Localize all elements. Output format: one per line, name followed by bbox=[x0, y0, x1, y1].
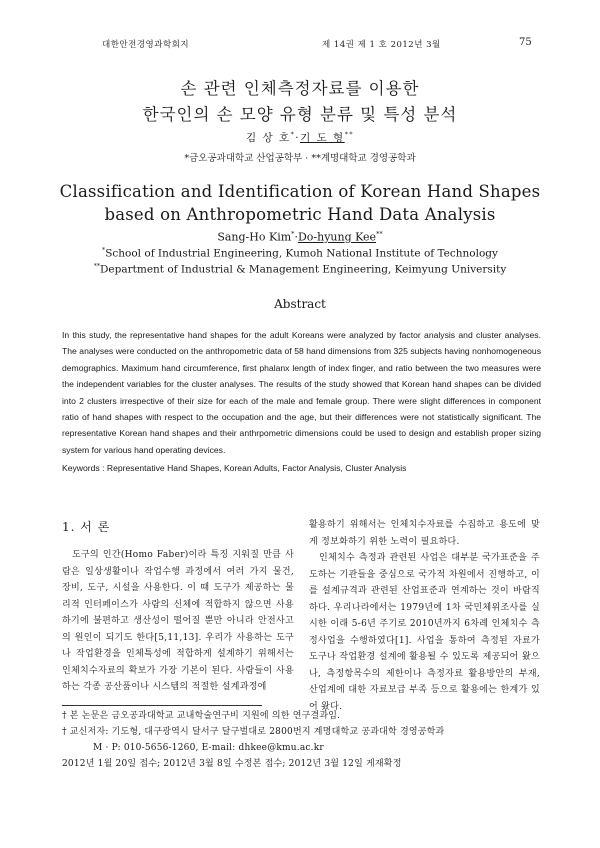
english-title-line1: Classification and Identification of Korean Hand Shapes bbox=[59, 182, 541, 201]
korean-authors bbox=[0, 130, 600, 145]
footnote-dates: 2012년 1월 20일 접수; 2012년 3월 8일 수정본 접수; 2012년 3월 12일 게재확정 bbox=[62, 759, 402, 769]
english-affiliation1-mark: * bbox=[102, 247, 106, 254]
english-authors bbox=[0, 230, 600, 244]
journal-name: 대한안전경영과학회지 bbox=[102, 40, 190, 50]
footnote-contact: M · P: 010-5656-1260, E-mail: dhkee@kmu.ac.kr bbox=[93, 743, 324, 753]
right-column bbox=[309, 517, 540, 715]
footnote-rule bbox=[62, 705, 262, 706]
korean-author2: 기 도 형 bbox=[300, 132, 345, 144]
abstract-heading: Abstract bbox=[274, 297, 326, 311]
english-author1: Sang-Ho Kim bbox=[217, 230, 292, 244]
english-author2-mark: ** bbox=[376, 230, 383, 238]
korean-title-line2: 한국인의 손 모양 유형 분류 및 특성 분석 bbox=[142, 105, 458, 124]
korean-author2-mark: ** bbox=[344, 131, 354, 139]
english-title-line2: based on Anthropometric Hand Data Analysis bbox=[104, 205, 496, 224]
issue-info: 제 14권 제 1 호 2012년 3월 bbox=[322, 40, 441, 50]
section-heading: 1. 서 론 bbox=[62, 520, 111, 534]
left-column-text: 도구의 인간(Homo Faber)이라 특징 지워질 만큼 사람은 일상생활이나 작업수행 과정에서 여러 가지 물건, 장비, 도구, 시설을 사용한다. 이 때 도구가 제공하는 물리적 인터페이스가 사람의 신체에 적합하지 않으면 사용하기에 불편하고 생산성이 떨어질 뿐만 아니라 안전사고의 원인이 되기도 한다[5,11,13]. 우리가 사용하는 도구나 작업환경을 인체특성에 적합하게 설계하기 위해서는 인체치수자료의 확보가 가장 기본이 된다. 사람들이 사용하는 각종 공산품이나 시스템의 적절한 설계과정에 bbox=[62, 550, 294, 692]
footnote-funding: † 본 논문은 금오공과대학교 교내학술연구비 지원에 의한 연구결과임. bbox=[62, 711, 341, 721]
english-author2: Do-hyung Kee bbox=[297, 230, 377, 244]
english-affiliation2 bbox=[0, 263, 600, 276]
keywords: Keywords : Representative Hand Shapes, Korean Adults, Factor Analysis, Cluster Analysis bbox=[62, 463, 407, 473]
english-author1-mark: * bbox=[291, 230, 295, 238]
korean-title-line1: 손 관련 인체측정자료를 이용한 bbox=[180, 79, 420, 98]
english-affiliation1-text: School of Industrial Engineering, Kumoh National Institute of Technology bbox=[105, 247, 498, 260]
korean-affiliation: *금오공과대학교 산업공학부 · **계명대학교 경영공학과 bbox=[184, 153, 416, 164]
korean-author1-mark: * bbox=[290, 131, 296, 139]
english-affiliation2-mark: ** bbox=[93, 263, 101, 270]
korean-author-sep: · bbox=[295, 132, 301, 144]
english-affiliation1 bbox=[0, 247, 600, 260]
abstract-body bbox=[62, 327, 541, 458]
right-column-continuation: 활용하기 위해서는 인체치수자료를 수집하고 용도에 맞게 정보화하기 위한 노력이 필요하다. bbox=[309, 520, 540, 547]
korean-author1: 김 상 호 bbox=[245, 132, 291, 144]
right-column-paragraph: 인체치수 측정과 관련된 사업은 대부분 국가표준을 주도하는 기관들을 중심으로 국가적 차원에서 진행하고, 이를 설계규격과 관련된 산업표준과 연계하는 것이 바람직하다. 우리나라에서는 1979년에 1차 국민체위조사를 실시한 이래 5-6년 주기로 2010년까지 6차례 인체치수 측정사업을 수행하였다[1]. 사업을 통하여 측정된 자료가 도구나 작업환경 설계에 활용될 수 있도록 제공되어 왔으나, 측정항목수의 제한이나 측정자료 활용방안의 부재, 산업계에 대한 자료보급 부족 등으로 활용에는 한계가 있어 왔다. bbox=[309, 553, 540, 712]
english-affiliation2-text: Department of Industrial & Management Engineering, Keimyung University bbox=[100, 263, 507, 276]
left-column bbox=[62, 547, 294, 696]
footnote-corresponding-author: † 교신저자: 기도형, 대구광역시 달서구 달구벌대로 2800번지 계명대학교 공과대학 경영공학과 bbox=[62, 727, 445, 737]
english-author-sep: · bbox=[294, 230, 298, 244]
abstract-text: In this study, the representative hand shapes for the adult Koreans were analyzed by factor analysis and cluster analyses. The analyses were conducted on the anthropometric data of 58 hand dimensions from 325 subjects having nonhomogeneous demographics. Maximum hand circumference, first phalanx length of index finger, and ratio between the two measures were the independent variables for the cluster analyses. The results of the study showed that Korean hand shapes can be divided into 2 clusters irrespective of their size for each of the male and female group. There were slight differences in component ratio of hand shapes with respect to the occupation and the age, but their differences were not statistically significant. The representative Korean hand shapes and their anthrpometric dimensions could be used to design and establish proper sizing system for various hand operating devices. bbox=[62, 330, 541, 455]
page-number: 75 bbox=[519, 37, 532, 48]
